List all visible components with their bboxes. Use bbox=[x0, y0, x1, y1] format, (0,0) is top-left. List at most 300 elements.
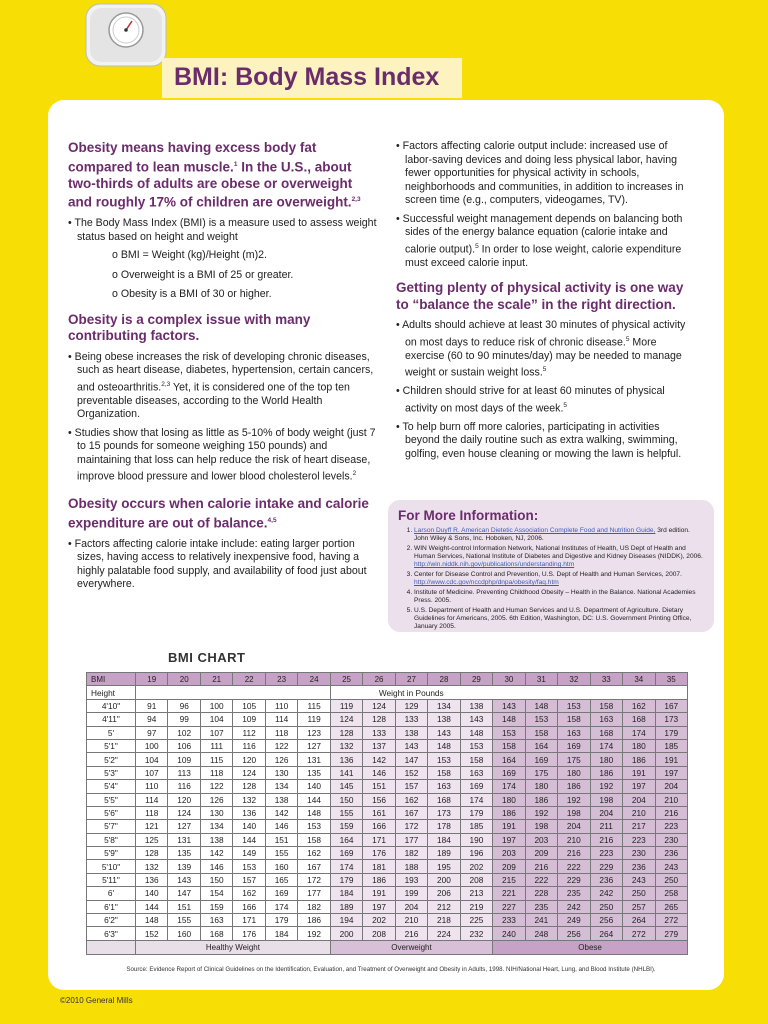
weight-cell: 161 bbox=[363, 806, 395, 819]
weight-cell: 114 bbox=[136, 793, 168, 806]
weight-cell: 138 bbox=[265, 793, 297, 806]
weight-cell: 257 bbox=[623, 900, 655, 913]
bullet-text: Being obese increases the risk of developing chronic diseases, such as heart disease, diabetes, hypertension, certain cancers, and osteoarthritis. bbox=[74, 350, 374, 394]
weight-cell: 236 bbox=[590, 873, 622, 886]
weight-cell: 199 bbox=[395, 887, 427, 900]
reference-item bbox=[414, 545, 704, 569]
reference-link[interactable]: Larson Duyff R. American Dietetic Association Complete Food and Nutrition Guide, bbox=[414, 527, 656, 534]
weight-cell: 144 bbox=[136, 900, 168, 913]
weight-cell: 216 bbox=[590, 833, 622, 846]
weight-cell: 115 bbox=[298, 699, 330, 712]
height-cell: 5'6" bbox=[87, 806, 136, 819]
weight-cell: 279 bbox=[655, 927, 688, 940]
weight-cell: 124 bbox=[363, 699, 395, 712]
reference-item bbox=[414, 527, 704, 543]
weight-cell: 169 bbox=[330, 847, 362, 860]
weight-cell: 140 bbox=[298, 780, 330, 793]
weight-cell: 174 bbox=[493, 780, 525, 793]
table-row bbox=[87, 780, 688, 793]
weight-cell: 221 bbox=[493, 887, 525, 900]
weight-cell: 136 bbox=[330, 753, 362, 766]
weight-cell: 107 bbox=[200, 726, 232, 739]
weight-cell: 143 bbox=[168, 873, 200, 886]
weight-cell: 256 bbox=[558, 927, 590, 940]
weight-cell: 158 bbox=[298, 833, 330, 846]
weight-cell: 116 bbox=[233, 739, 265, 752]
left-column bbox=[68, 140, 378, 597]
height-cell: 4'11" bbox=[87, 713, 136, 726]
weight-cell: 145 bbox=[330, 780, 362, 793]
weight-cell: 210 bbox=[395, 914, 427, 927]
weight-cell: 198 bbox=[590, 793, 622, 806]
bullet-text: In order to lose weight, calorie expenditure must exceed calorie input. bbox=[405, 243, 682, 269]
weight-cell: 243 bbox=[623, 873, 655, 886]
bullet-weight-loss: • Studies show that losing as little as 5-10% of body weight (just 7 to 15 pounds for someone weighing 150 pounds) and maintaining that loss can help reduce the risk of heart disease, improve blood pressure and lower blood cholesterol levels.$^2$ bbox=[68, 426, 376, 483]
weight-cell: 200 bbox=[428, 873, 460, 886]
complex-issue-heading: Obesity is a complex issue with many contributing factors. bbox=[68, 311, 311, 343]
weight-cell: 202 bbox=[363, 914, 395, 927]
weight-cell: 128 bbox=[330, 726, 362, 739]
table-row bbox=[87, 900, 688, 913]
bullet-extra-activities: • To help burn off more calories, participating in activities beyond the daily routine such as extra walking, swimming, golfing, even house cleaning or mowing the lawn is helpful. bbox=[396, 420, 682, 460]
table-row bbox=[87, 726, 688, 739]
weight-cell: 151 bbox=[168, 900, 200, 913]
bullet-calorie-output: • Factors affecting calorie output include: increased use of labor-saving devices and doing less physical labor, having fewer opportunities for physical activity in schools, neighborhoods and communities, in addition to increases in screen time (e.g., computers, videogames, TV). bbox=[396, 140, 684, 206]
bmi-chart-title: BMI CHART bbox=[168, 650, 246, 665]
table-row bbox=[87, 860, 688, 873]
weight-cell: 208 bbox=[363, 927, 395, 940]
table-row bbox=[87, 847, 688, 860]
bmi-formula: o BMI = Weight (kg)/Height (m)2. bbox=[112, 249, 267, 261]
weight-cell: 179 bbox=[460, 806, 492, 819]
weight-cell: 156 bbox=[363, 793, 395, 806]
height-cell: 6'2" bbox=[87, 914, 136, 927]
weight-cell: 124 bbox=[168, 806, 200, 819]
weight-cell: 128 bbox=[363, 713, 395, 726]
weight-cell: 163 bbox=[428, 780, 460, 793]
weight-cell: 143 bbox=[395, 739, 427, 752]
weight-cell: 175 bbox=[558, 753, 590, 766]
bmi-value: 35 bbox=[655, 673, 688, 686]
weight-cell: 100 bbox=[136, 739, 168, 752]
weight-cell: 203 bbox=[525, 833, 557, 846]
bullet-text: To help burn off more calories, participating in activities beyond the daily routine such as extra walking, swimming, golfing, even house cleaning or mowing the lawn is helpful. bbox=[402, 420, 682, 460]
bullet-text: Successful weight management depends on balancing both sides of the energy balance equation (calorie intake and calorie output). bbox=[402, 212, 683, 256]
weight-cell: 177 bbox=[298, 887, 330, 900]
physical-activity-heading: Getting plenty of physical activity is one way to “balance the scale” in the right direction. bbox=[396, 280, 684, 312]
table-row bbox=[87, 927, 688, 940]
bmi-value: 20 bbox=[168, 673, 200, 686]
weight-cell: 197 bbox=[363, 900, 395, 913]
weight-cell: 147 bbox=[168, 887, 200, 900]
weight-cell: 209 bbox=[493, 860, 525, 873]
weight-cell: 122 bbox=[200, 780, 232, 793]
weight-cell: 195 bbox=[428, 860, 460, 873]
category-overweight: Overweight bbox=[330, 940, 492, 954]
weight-cell: 158 bbox=[525, 726, 557, 739]
balance-heading-text: Obesity occurs when calorie intake and calorie expenditure are out of balance. bbox=[68, 496, 369, 531]
bmi-value: 23 bbox=[265, 673, 297, 686]
reference-item: 5. U.S. Department of Health and Human Services and U.S. Department of Agriculture. Dietary Guidelines for Americans, 2005. 6th Edition, Washington, DC: U.S. Government Printing Office, January 2005. bbox=[414, 607, 704, 631]
weight-cell: 236 bbox=[655, 847, 688, 860]
bullet-text: Yet, it is considered one of the top ten preventable diseases, according to the World Health Organization. bbox=[77, 381, 350, 421]
weight-cell: 185 bbox=[460, 820, 492, 833]
weight-cell: 114 bbox=[265, 713, 297, 726]
weight-cell: 91 bbox=[136, 699, 168, 712]
weight-cell: 211 bbox=[590, 820, 622, 833]
weight-cell: 109 bbox=[233, 713, 265, 726]
weight-cell: 148 bbox=[525, 699, 557, 712]
weight-cell: 197 bbox=[623, 780, 655, 793]
weight-cell: 163 bbox=[590, 713, 622, 726]
weight-cell: 150 bbox=[330, 793, 362, 806]
weight-cell: 148 bbox=[136, 914, 168, 927]
weight-cell: 126 bbox=[265, 753, 297, 766]
weight-cell: 173 bbox=[428, 806, 460, 819]
weight-cell: 134 bbox=[428, 699, 460, 712]
weight-cell: 235 bbox=[558, 887, 590, 900]
weight-cell: 167 bbox=[298, 860, 330, 873]
weight-cell: 151 bbox=[265, 833, 297, 846]
bmi-value: 24 bbox=[298, 673, 330, 686]
weight-cell: 272 bbox=[655, 914, 688, 927]
weight-cell: 96 bbox=[168, 699, 200, 712]
weight-cell: 184 bbox=[330, 887, 362, 900]
weight-cell: 131 bbox=[168, 833, 200, 846]
weight-cell: 152 bbox=[136, 927, 168, 940]
weight-cell: 163 bbox=[558, 726, 590, 739]
bmi-value: 30 bbox=[493, 673, 525, 686]
weight-cell: 135 bbox=[298, 766, 330, 779]
weight-cell: 164 bbox=[525, 739, 557, 752]
table-row bbox=[87, 793, 688, 806]
weight-cell: 130 bbox=[265, 766, 297, 779]
footnote-ref: 5 bbox=[542, 366, 547, 374]
page-title: BMI: Body Mass Index bbox=[174, 63, 440, 91]
weight-cell: 216 bbox=[395, 927, 427, 940]
table-row bbox=[87, 699, 688, 712]
height-cell: 5'10" bbox=[87, 860, 136, 873]
reference-link[interactable]: http://win.niddk.nih.gov/publications/understanding.htm bbox=[414, 561, 575, 568]
weight-cell: 119 bbox=[330, 699, 362, 712]
bullet-calorie-intake: • Factors affecting calorie intake include: eating larger portion sizes, having access to relatively inexpensive food, having a highly palatable food supply, and availability of food just about everywhere. bbox=[68, 537, 367, 591]
weight-cell: 194 bbox=[330, 914, 362, 927]
weight-cell: 265 bbox=[655, 900, 688, 913]
weight-cell: 163 bbox=[460, 766, 492, 779]
weight-cell: 180 bbox=[493, 793, 525, 806]
footnote-ref: 1 bbox=[233, 160, 238, 168]
weight-cell: 147 bbox=[395, 753, 427, 766]
bmi-value: 26 bbox=[363, 673, 395, 686]
weight-cell: 167 bbox=[655, 699, 688, 712]
weight-cell: 250 bbox=[655, 873, 688, 886]
bullet-children-activity: • Children should strive for at least 60 minutes of physical activity on most days of the week.$^5$ bbox=[396, 385, 665, 415]
bmi-value: 28 bbox=[428, 673, 460, 686]
weight-cell: 162 bbox=[233, 887, 265, 900]
weight-cell: 222 bbox=[558, 860, 590, 873]
table-row bbox=[87, 914, 688, 927]
bullet-text: Factors affecting calorie output include: increased use of labor-saving devices and doing less physical labor, having fewer opportunities for physical activity in schools, neighborhoods and communities, in addition to increases in screen time (e.g., computers, videogames, TV). bbox=[402, 140, 684, 206]
weight-label: Weight in Pounds bbox=[330, 686, 687, 699]
weight-cell: 136 bbox=[233, 806, 265, 819]
weight-cell: 112 bbox=[233, 726, 265, 739]
weight-cell: 140 bbox=[233, 820, 265, 833]
weight-cell: 192 bbox=[558, 793, 590, 806]
weight-cell: 212 bbox=[428, 900, 460, 913]
weight-cell: 204 bbox=[623, 793, 655, 806]
weight-cell: 158 bbox=[493, 739, 525, 752]
weight-cell: 153 bbox=[298, 820, 330, 833]
weight-cell: 137 bbox=[363, 739, 395, 752]
weight-cell: 153 bbox=[558, 699, 590, 712]
weight-cell: 172 bbox=[298, 873, 330, 886]
chart-source: Source: Evidence Report of Clinical Guidelines on the Identification, Evaluation, and Treatment of Overweight and Obesity in Adults, 1998. NIH/National Heart, Lung, and Blood Institute (NHLBI). bbox=[126, 966, 656, 973]
weight-cell: 210 bbox=[655, 793, 688, 806]
weight-cell: 206 bbox=[428, 887, 460, 900]
intro-heading-b: In the U.S., about two-thirds of adults are obese or overweight and roughly 17% of children are overweight. bbox=[68, 159, 353, 210]
weight-cell: 116 bbox=[168, 780, 200, 793]
weight-cell: 138 bbox=[395, 726, 427, 739]
footnote-ref: 5 bbox=[625, 335, 630, 343]
bmi-value: 31 bbox=[525, 673, 557, 686]
more-information-title: For More Information: bbox=[398, 508, 539, 523]
weight-cell: 264 bbox=[590, 927, 622, 940]
weight-cell: 165 bbox=[265, 873, 297, 886]
weight-cell: 172 bbox=[395, 820, 427, 833]
weight-cell: 229 bbox=[558, 873, 590, 886]
height-cell: 6' bbox=[87, 887, 136, 900]
bmi-value: 27 bbox=[395, 673, 427, 686]
weight-cell: 133 bbox=[395, 713, 427, 726]
right-column bbox=[396, 140, 696, 466]
weight-cell: 179 bbox=[655, 726, 688, 739]
weight-cell: 192 bbox=[525, 806, 557, 819]
weight-cell: 107 bbox=[136, 766, 168, 779]
height-cell: 5'5" bbox=[87, 793, 136, 806]
weight-cell: 217 bbox=[623, 820, 655, 833]
intro-heading-a: Obesity means having excess body fat compared to lean muscle. bbox=[68, 140, 317, 174]
weight-cell: 142 bbox=[200, 847, 232, 860]
weight-cell: 175 bbox=[525, 766, 557, 779]
bullet-text: Children should strive for at least 60 minutes of physical activity on most days of the week. bbox=[402, 385, 665, 415]
weight-cell: 204 bbox=[590, 806, 622, 819]
footnote-ref: 2,3 bbox=[351, 196, 361, 203]
weight-cell: 223 bbox=[590, 847, 622, 860]
weight-cell: 233 bbox=[493, 914, 525, 927]
weight-cell: 192 bbox=[590, 780, 622, 793]
weight-cell: 171 bbox=[363, 833, 395, 846]
weight-cell: 140 bbox=[136, 887, 168, 900]
bmi-value: 33 bbox=[590, 673, 622, 686]
weight-cell: 157 bbox=[395, 780, 427, 793]
bullet-adults-activity: • Adults should achieve at least 30 minutes of physical activity on most days to reduce risk of chronic disease.$^5$ More exercise (60 to 90 minutes/day) may be needed to manage weight or sustain weight loss.$^5$ bbox=[396, 319, 686, 379]
weight-cell: 186 bbox=[525, 793, 557, 806]
weight-cell: 169 bbox=[558, 739, 590, 752]
weight-cell: 215 bbox=[493, 873, 525, 886]
weight-cell: 236 bbox=[623, 860, 655, 873]
weight-cell: 181 bbox=[363, 860, 395, 873]
table-row bbox=[87, 887, 688, 900]
bullet-weight-management: • Successful weight management depends on balancing both sides of the energy balance equation (calorie intake and calorie output).$^5$ In order to lose weight, calorie expenditure must exceed calorie input. bbox=[396, 212, 683, 269]
footnote-ref: 2,3 bbox=[161, 380, 171, 388]
bmi-value: 21 bbox=[200, 673, 232, 686]
reference-text: 3rd edition. John Wiley & Sons, Inc. Hoboken, NJ, 2006. bbox=[414, 527, 690, 542]
weight-cell: 132 bbox=[233, 793, 265, 806]
weight-cell: 250 bbox=[623, 887, 655, 900]
weight-cell: 216 bbox=[525, 860, 557, 873]
weight-cell: 180 bbox=[525, 780, 557, 793]
weight-cell: 213 bbox=[460, 887, 492, 900]
bmi-value: 22 bbox=[233, 673, 265, 686]
weight-cell: 159 bbox=[200, 900, 232, 913]
weight-cell: 223 bbox=[623, 833, 655, 846]
weight-cell: 158 bbox=[460, 753, 492, 766]
weight-cell: 198 bbox=[525, 820, 557, 833]
weight-cell: 148 bbox=[493, 713, 525, 726]
weight-cell: 126 bbox=[200, 793, 232, 806]
weight-cell: 105 bbox=[233, 699, 265, 712]
weight-cell: 179 bbox=[265, 914, 297, 927]
weight-cell: 186 bbox=[493, 806, 525, 819]
height-cell: 5' bbox=[87, 726, 136, 739]
weight-cell: 189 bbox=[428, 847, 460, 860]
weight-cell: 182 bbox=[395, 847, 427, 860]
weight-cell: 178 bbox=[428, 820, 460, 833]
weight-cell: 157 bbox=[233, 873, 265, 886]
weight-cell: 162 bbox=[395, 793, 427, 806]
weight-cell: 164 bbox=[330, 833, 362, 846]
weight-cell: 148 bbox=[428, 739, 460, 752]
weight-cell: 104 bbox=[200, 713, 232, 726]
weight-cell: 118 bbox=[136, 806, 168, 819]
weight-cell: 235 bbox=[525, 900, 557, 913]
reference-text: Center for Disease Control and Prevention, U.S. Dept of Health and Human Services, 2007. bbox=[414, 571, 682, 578]
weight-cell: 97 bbox=[136, 726, 168, 739]
weight-cell: 129 bbox=[395, 699, 427, 712]
weight-cell: 153 bbox=[460, 739, 492, 752]
weight-cell: 272 bbox=[623, 927, 655, 940]
weight-cell: 204 bbox=[558, 820, 590, 833]
table-row bbox=[87, 873, 688, 886]
weight-cell: 177 bbox=[395, 833, 427, 846]
bmi-value: 32 bbox=[558, 673, 590, 686]
bmi-value: 34 bbox=[623, 673, 655, 686]
weight-cell: 200 bbox=[330, 927, 362, 940]
weight-cell: 176 bbox=[363, 847, 395, 860]
weight-cell: 144 bbox=[298, 793, 330, 806]
weight-cell: 118 bbox=[200, 766, 232, 779]
weight-cell: 171 bbox=[233, 914, 265, 927]
weight-cell: 184 bbox=[265, 927, 297, 940]
weight-cell: 139 bbox=[168, 860, 200, 873]
category-healthy: Healthy Weight bbox=[136, 940, 331, 954]
bmi-chart-table bbox=[86, 672, 688, 955]
height-cell: 5'2" bbox=[87, 753, 136, 766]
weight-cell: 146 bbox=[200, 860, 232, 873]
height-cell: 5'9" bbox=[87, 847, 136, 860]
weight-cell: 222 bbox=[525, 873, 557, 886]
weight-cell: 225 bbox=[460, 914, 492, 927]
weight-cell: 240 bbox=[493, 927, 525, 940]
weight-cell: 208 bbox=[460, 873, 492, 886]
bathroom-scale-icon bbox=[80, 0, 172, 68]
weight-cell: 127 bbox=[298, 739, 330, 752]
weight-cell: 186 bbox=[558, 780, 590, 793]
weight-cell: 130 bbox=[200, 806, 232, 819]
weight-cell: 141 bbox=[330, 766, 362, 779]
weight-cell: 191 bbox=[493, 820, 525, 833]
weight-cell: 134 bbox=[265, 780, 297, 793]
weight-cell: 109 bbox=[168, 753, 200, 766]
weight-cell: 229 bbox=[590, 860, 622, 873]
reference-item: 4. Institute of Medicine. Preventing Childhood Obesity – Health in the Balance. National Academies Press. 2005. bbox=[414, 589, 704, 605]
weight-cell: 186 bbox=[623, 753, 655, 766]
weight-cell: 210 bbox=[623, 806, 655, 819]
overweight-definition: o Overweight is a BMI of 25 or greater. bbox=[112, 268, 294, 281]
table-row bbox=[87, 753, 688, 766]
weight-cell: 198 bbox=[558, 806, 590, 819]
units-spacer bbox=[136, 686, 331, 699]
footnote-ref: 5 bbox=[563, 401, 568, 409]
weight-cell: 99 bbox=[168, 713, 200, 726]
reference-link[interactable]: http://www.cdc.gov/nccdphp/dnpa/obesity/faq.htm bbox=[414, 579, 559, 586]
weight-cell: 250 bbox=[590, 900, 622, 913]
weight-cell: 191 bbox=[655, 753, 688, 766]
height-cell: 6'1" bbox=[87, 900, 136, 913]
weight-cell: 158 bbox=[590, 699, 622, 712]
bullet-text: Factors affecting calorie intake include: eating larger portion sizes, having access to relatively inexpensive food, having a highly palatable food supply, and availability of food just about everywhere. bbox=[74, 537, 367, 591]
bmi-label: BMI bbox=[87, 673, 136, 686]
weight-cell: 203 bbox=[493, 847, 525, 860]
weight-cell: 128 bbox=[233, 780, 265, 793]
weight-cell: 160 bbox=[265, 860, 297, 873]
weight-cell: 121 bbox=[136, 820, 168, 833]
weight-cell: 158 bbox=[428, 766, 460, 779]
intro-heading bbox=[68, 140, 378, 211]
weight-cell: 230 bbox=[655, 833, 688, 846]
weight-cell: 110 bbox=[136, 780, 168, 793]
references-list bbox=[388, 527, 714, 631]
weight-cell: 124 bbox=[330, 713, 362, 726]
weight-cell: 264 bbox=[623, 914, 655, 927]
weight-cell: 144 bbox=[233, 833, 265, 846]
weight-cell: 102 bbox=[168, 726, 200, 739]
weight-cell: 204 bbox=[395, 900, 427, 913]
weight-cell: 188 bbox=[395, 860, 427, 873]
weight-cell: 179 bbox=[330, 873, 362, 886]
units-row bbox=[87, 686, 688, 699]
weight-cell: 174 bbox=[590, 739, 622, 752]
more-information-box bbox=[388, 500, 714, 632]
weight-cell: 186 bbox=[363, 873, 395, 886]
copyright: ©2010 General Mills bbox=[60, 996, 133, 1005]
weight-cell: 191 bbox=[623, 766, 655, 779]
weight-cell: 113 bbox=[168, 766, 200, 779]
category-spacer bbox=[87, 940, 136, 954]
height-cell: 5'4" bbox=[87, 780, 136, 793]
weight-cell: 180 bbox=[558, 766, 590, 779]
weight-cell: 182 bbox=[298, 900, 330, 913]
table-row bbox=[87, 806, 688, 819]
height-cell: 5'1" bbox=[87, 739, 136, 752]
weight-cell: 256 bbox=[590, 914, 622, 927]
weight-cell: 123 bbox=[298, 726, 330, 739]
weight-cell: 127 bbox=[168, 820, 200, 833]
weight-cell: 122 bbox=[265, 739, 297, 752]
weight-cell: 192 bbox=[298, 927, 330, 940]
footnote-ref: 4,5 bbox=[267, 516, 277, 524]
weight-cell: 174 bbox=[265, 900, 297, 913]
